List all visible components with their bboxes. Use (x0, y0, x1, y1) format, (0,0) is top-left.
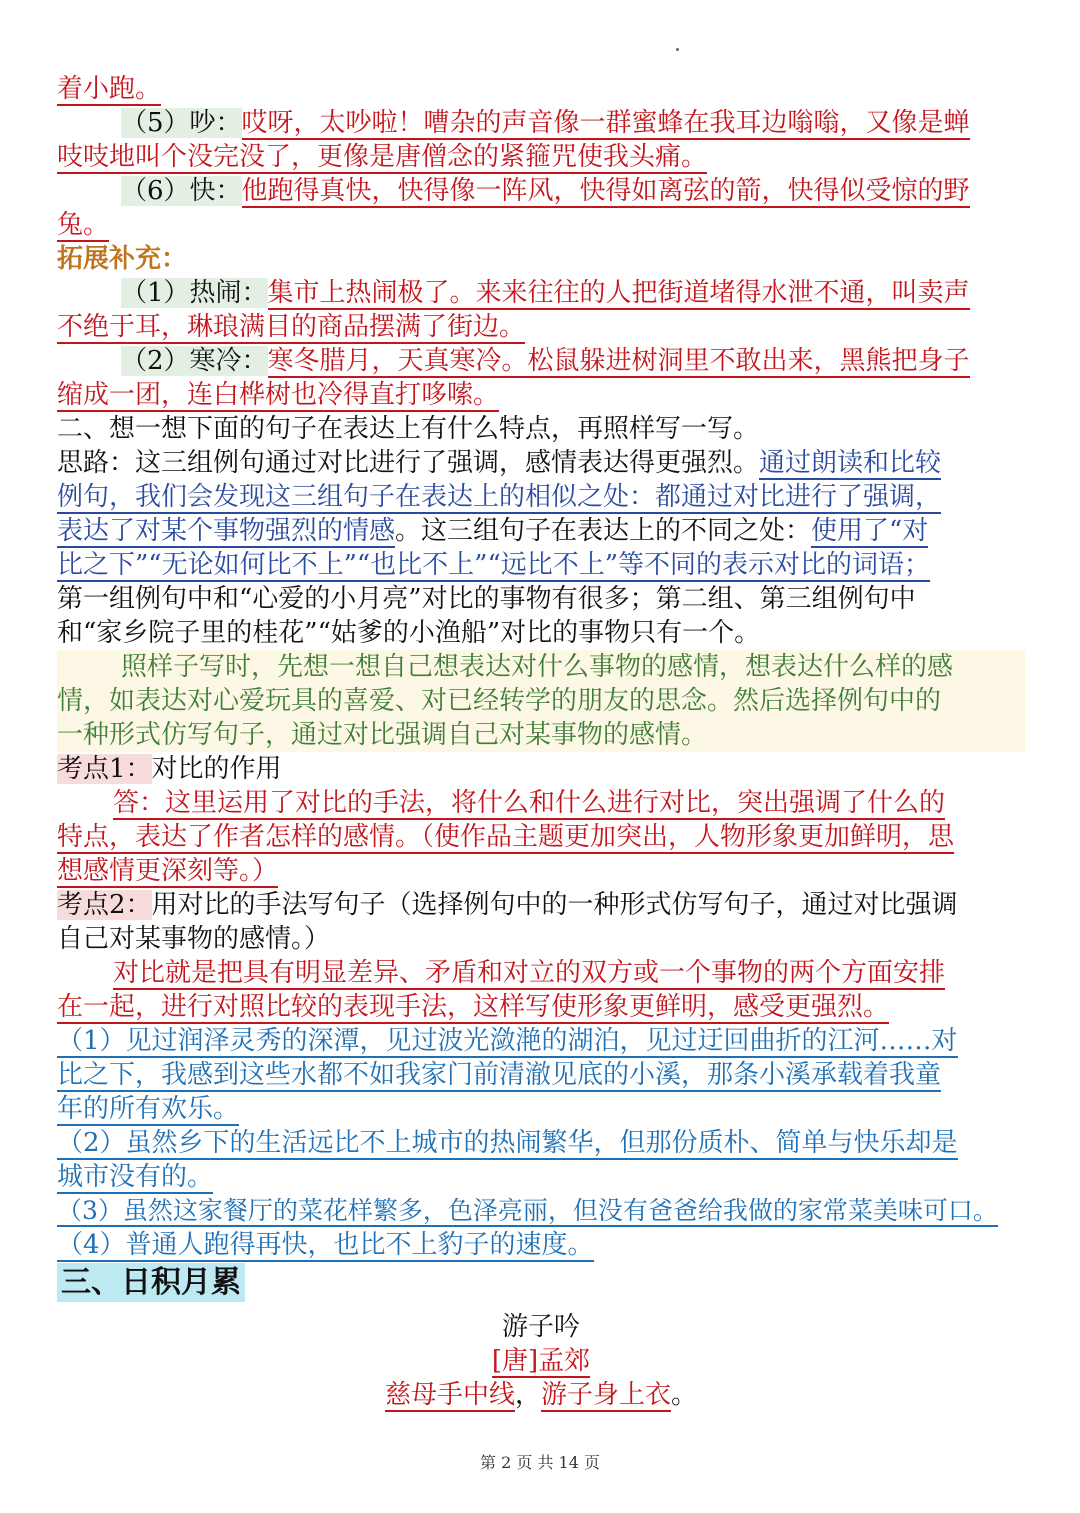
key-point-label: 考点1： (57, 754, 152, 784)
example-label: （6）快： (121, 176, 242, 206)
section-3-heading: 三、日积月累 (57, 1266, 1025, 1306)
question-2: 二、想一想下面的句子在表达上有什么特点，再照样写一写。 (57, 414, 760, 444)
page-number: 第 2 页 共 14 页 (480, 1453, 600, 1472)
poem-line: 慈母手中线，游子身上衣。 (384, 1380, 698, 1410)
example-6: （6）快：他跑得真快，快得像一阵风，快得如离弦的箭，快得似受惊的野 (121, 176, 970, 206)
expand-1: （1）热闹：集市上热闹极了。来来往往的人把街道堵得水泄不通，叫卖声 (121, 278, 970, 308)
key-point-1: 考点1：对比的作用 (57, 754, 282, 784)
answer-line: 特点，表达了作者怎样的感情。（使作品主题更加突出，人物形象更加鲜明，思 (57, 822, 955, 852)
example-label: （5）吵： (121, 108, 242, 138)
text-line: 着小跑。 (57, 74, 162, 104)
guidance-line: 情，如表达对心爱玩具的喜爱、对已经转学的朋友的思念。然后选择例句中的 (57, 686, 942, 716)
guidance-line: 照样子写时，先想一想自己想表达对什么事物的感情，想表达什么样的感 (121, 652, 954, 682)
guidance-line: 一种形式仿写句子，通过对比强调自己对某事物的感情。 (57, 720, 708, 750)
example-sentence: 城市没有的。 (57, 1162, 214, 1192)
guidance-block (57, 650, 1025, 752)
poem-title: 游子吟 (501, 1312, 580, 1342)
key-point-2: 考点2：用对比的手法写句子（选择例句中的一种形式仿写句子，通过对比强调 (57, 890, 958, 920)
poem-author: [唐]孟郊 (491, 1346, 591, 1376)
definition-line: 对比就是把具有明显差异、矛盾和对立的双方或一个事物的两个方面安排 (113, 958, 946, 988)
text-line: 缩成一团，连白桦树也冷得直打哆嗦。 (57, 380, 500, 410)
section-heading-expand: 拓展补充： (57, 244, 188, 274)
answer-line: 想感情更深刻等。） (57, 856, 279, 886)
idea-line: 比之下”“无论如何比不上”“也比不上”“远比不上”等不同的表示对比的词语； (57, 550, 931, 580)
expand-2: （2）寒冷：寒冬腊月，天真寒冷。松鼠躲进树洞里不敢出来，黑熊把身子 (121, 346, 970, 376)
definition-line: 在一起，进行对照比较的表现手法，这样写使形象更鲜明，感受更强烈。 (57, 992, 890, 1022)
idea-line: 例句，我们会发现这三组句子在表达上的相似之处：都通过对比进行了强调， (57, 482, 942, 512)
example-sentence: （2）虽然乡下的生活远比不上城市的热闹繁华，但那份质朴、简单与快乐却是 (57, 1128, 958, 1158)
example-sentence: （3）虽然这家餐厅的菜花样繁多，色泽亮丽，但没有爸爸给我做的家常菜美味可口。 (57, 1196, 998, 1225)
example-sentence: 年的所有欢乐。 (57, 1094, 240, 1124)
text-line: 吱吱地叫个没完没了，更像是唐僧念的紧箍咒使我头痛。 (57, 142, 708, 172)
example-sentence: （1）见过润泽灵秀的深潭，见过波光潋滟的湖泊，见过迂回曲折的江河……对 (57, 1026, 958, 1056)
example-sentence: 比之下，我感到这些水都不如我家门前清澈见底的小溪，那条小溪承载着我童 (57, 1060, 942, 1090)
text-line: 兔。 (57, 210, 110, 240)
example-label: （1）热闹： (121, 278, 268, 308)
key-point-label: 考点2： (57, 890, 152, 920)
idea-line: 思路：这三组例句通过对比进行了强调，感情表达得更强烈。通过朗读和比较 (57, 448, 942, 478)
example-sentence: （4）普通人跑得再快，也比不上豹子的速度。 (57, 1230, 594, 1260)
example-label: （2）寒冷： (121, 346, 268, 376)
answer-line: 答：这里运用了对比的手法，将什么和什么进行对比，突出强调了什么的 (113, 788, 946, 818)
idea-line: 第一组例句中和“心爱的小月亮”对比的事物有很多；第二组、第三组例句中 (57, 584, 916, 614)
example-5: （5）吵：哎呀，太吵啦！嘈杂的声音像一群蜜蜂在我耳边嗡嗡，又像是蝉 (121, 108, 970, 138)
idea-line: 和“家乡院子里的桂花”“姑爹的小渔船”对比的事物只有一个。 (57, 618, 761, 648)
scan-dot (676, 48, 679, 51)
idea-line: 表达了对某个事物强烈的情感。这三组句子在表达上的不同之处：使用了“对 (57, 516, 929, 546)
document-page (57, 72, 1025, 1412)
text-line: 自己对某事物的感情。） (57, 924, 331, 954)
text-line: 不绝于耳，琳琅满目的商品摆满了街边。 (57, 312, 526, 342)
